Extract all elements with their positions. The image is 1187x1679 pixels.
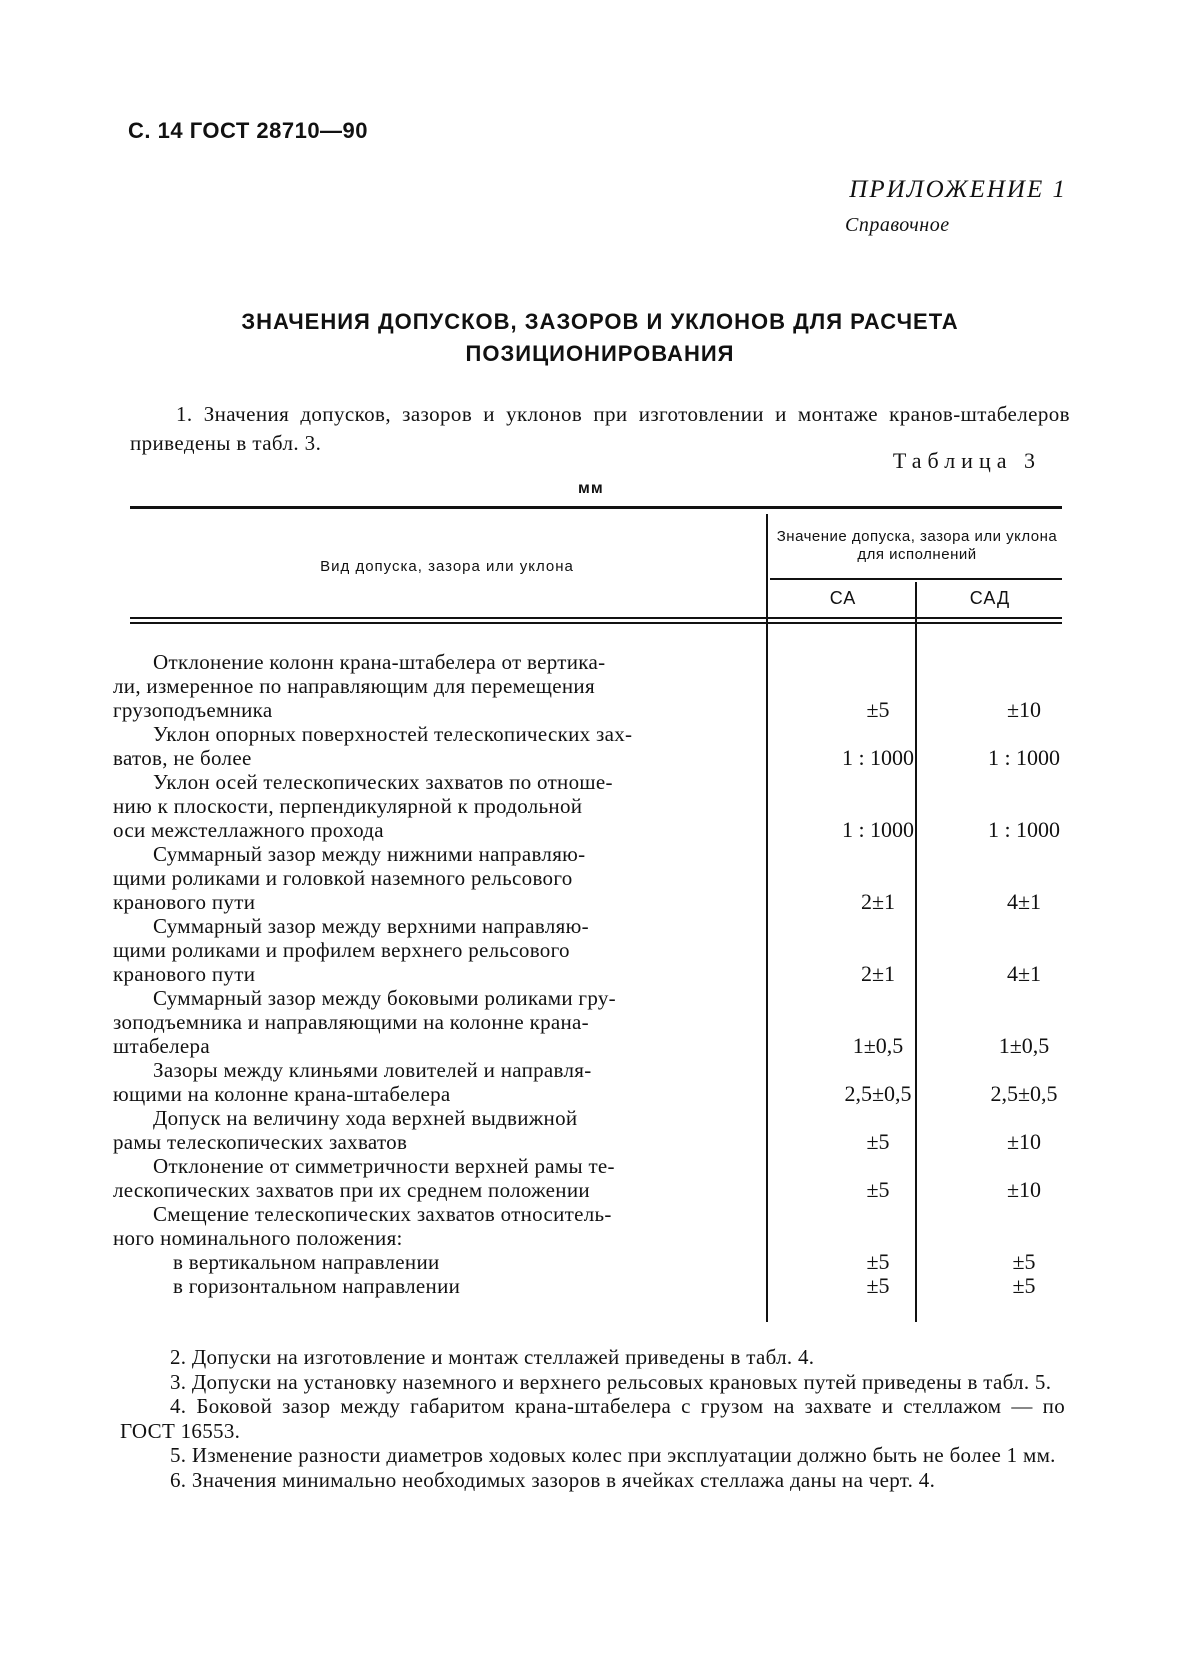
row-description-line: ющими на колонне крана-штабелера <box>113 1082 451 1106</box>
note-paragraph: 5. Изменение разности диаметров ходовых колес при эксплуатации должно быть не более 1 мм. <box>170 1443 1056 1467</box>
column-header-cad: САД <box>969 588 1011 608</box>
row-description-line: кранового пути <box>113 890 256 914</box>
column-header-value: Значение допуска, зазора или уклона для исполнений <box>776 528 1058 563</box>
page-header: С. 14 ГОСТ 28710—90 <box>128 118 369 143</box>
value-ca: 1 : 1000 <box>841 817 915 842</box>
column-header-ca: СА <box>829 588 857 608</box>
value-ca: ±5 <box>866 1129 890 1154</box>
value-ca: 1±0,5 <box>852 1033 904 1058</box>
table-row <box>113 722 1063 770</box>
row-description-line: штабелера <box>113 1034 210 1058</box>
table-row <box>113 1202 1063 1250</box>
intro-paragraph: 1. Значения допусков, зазоров и уклонов при изготовлении и монтаже кранов-штабелеров приведены в табл. 3. <box>130 402 1070 455</box>
row-description <box>113 1274 735 1298</box>
row-description <box>113 986 735 1058</box>
row-description <box>113 1154 735 1202</box>
row-description-line: оси межстеллажного прохода <box>113 818 384 842</box>
value-ca: 2±1 <box>860 889 896 914</box>
table-row <box>113 1250 1063 1274</box>
row-description-line: Допуск на величину хода верхней выдвижной <box>153 1106 578 1130</box>
row-description <box>113 650 735 722</box>
value-ca: ±5 <box>866 1249 890 1274</box>
note-paragraph: 6. Значения минимально необходимых зазоров в ячейках стеллажа даны на черт. 4. <box>170 1467 936 1492</box>
value-ca: 1 : 1000 <box>841 745 915 770</box>
row-description <box>113 1106 735 1154</box>
row-description-line: лескопических захватов при их среднем положении <box>113 1178 590 1202</box>
row-description-line: в вертикальном направлении <box>173 1250 440 1274</box>
table-row <box>113 1058 1063 1106</box>
row-description <box>113 770 735 842</box>
row-description-line: щими роликами и головкой наземного рельсового <box>113 866 573 890</box>
row-description-line: Зазоры между клиньями ловителей и направля- <box>153 1058 592 1082</box>
table-row <box>113 1154 1063 1202</box>
value-cad: ±10 <box>1006 1177 1042 1202</box>
row-description-line: ватов, не более <box>113 746 252 770</box>
row-description <box>113 1058 735 1106</box>
row-description-line: щими роликами и профилем верхнего рельсового <box>113 938 570 962</box>
row-description-line: Суммарный зазор между нижними направляю- <box>153 842 586 866</box>
value-cad: 4±1 <box>1006 961 1042 986</box>
row-description-line: Уклон опорных поверхностей телескопических зах- <box>153 722 633 746</box>
value-cad: 1±0,5 <box>998 1033 1050 1058</box>
row-description-line: Смещение телескопических захватов относитель- <box>153 1202 612 1226</box>
header-bottom-rule-2 <box>130 622 1062 624</box>
table-body <box>113 650 1063 1298</box>
table-row <box>113 986 1063 1058</box>
row-description-line: Отклонение колонн крана-штабелера от вертика- <box>153 650 606 674</box>
header-mid-rule <box>770 578 1062 580</box>
value-ca: 2,5±0,5 <box>844 1081 912 1106</box>
title-line-2: ПОЗИЦИОНИРОВАНИЯ <box>465 341 735 366</box>
row-description-line: нию к плоскости, перпендикулярной к продольной <box>113 794 583 818</box>
value-cad: ±10 <box>1006 1129 1042 1154</box>
table-row <box>113 914 1063 986</box>
row-description-line: Отклонение от симметричности верхней рамы те- <box>153 1154 615 1178</box>
page-title <box>140 306 1060 370</box>
table-label: Таблица 3 <box>892 448 1041 473</box>
row-description-line: кранового пути <box>113 962 256 986</box>
appendix-type: Справочное <box>845 214 950 236</box>
column-header-kind: Вид допуска, зазора или уклона <box>320 558 574 575</box>
value-cad: 4±1 <box>1006 889 1042 914</box>
table-row <box>113 770 1063 842</box>
row-description-line: грузоподъемника <box>113 698 273 722</box>
row-description-line: зоподъемника и направляющими на колонне крана- <box>113 1010 589 1034</box>
value-ca: 2±1 <box>860 961 896 986</box>
note-paragraph: 2. Допуски на изготовление и монтаж стеллажей приведены в табл. 4. <box>170 1345 815 1369</box>
value-ca: ±5 <box>866 697 890 722</box>
value-ca: ±5 <box>866 1177 890 1202</box>
value-ca: ±5 <box>866 1273 890 1298</box>
table-row <box>113 842 1063 914</box>
notes-section <box>120 1345 1065 1492</box>
row-description-line: Суммарный зазор между боковыми роликами гру- <box>153 986 616 1010</box>
appendix-label: ПРИЛОЖЕНИЕ 1 <box>849 176 1067 203</box>
table-row <box>113 1274 1063 1298</box>
header-bottom-rule <box>130 617 1062 619</box>
row-description-line: ли, измеренное по направляющим для перемещения <box>113 674 595 698</box>
table-row <box>113 1106 1063 1154</box>
row-description <box>113 914 735 986</box>
note-paragraph: 3. Допуски на установку наземного и верхнего рельсовых крановых путей приведены в табл. 5. <box>170 1369 1052 1394</box>
note-paragraph: 4. Боковой зазор между габаритом крана-штабелера с грузом на захвате и стеллажом — по ГОСТ 16553. <box>120 1394 1065 1443</box>
value-cad: 1 : 1000 <box>987 745 1061 770</box>
value-cad: ±10 <box>1006 697 1042 722</box>
row-description-line: в горизонтальном направлении <box>173 1274 461 1298</box>
title-line-1: ЗНАЧЕНИЯ ДОПУСКОВ, ЗАЗОРОВ И УКЛОНОВ ДЛЯ РАСЧЕТА <box>241 309 959 334</box>
row-description <box>113 1202 735 1250</box>
table-unit: мм <box>578 480 604 497</box>
row-description-line: рамы телескопических захватов <box>113 1130 408 1154</box>
row-description-line: Суммарный зазор между верхними направляю- <box>153 914 589 938</box>
value-cad: ±5 <box>1012 1273 1036 1298</box>
value-cad: 2,5±0,5 <box>990 1081 1058 1106</box>
row-description-line: ного номинального положения: <box>113 1226 403 1250</box>
row-description <box>113 1250 735 1274</box>
row-description-line: Уклон осей телескопических захватов по отноше- <box>153 770 613 794</box>
row-description <box>113 842 735 914</box>
row-description <box>113 722 735 770</box>
value-cad: ±5 <box>1012 1249 1036 1274</box>
table-row <box>113 650 1063 722</box>
table-top-rule <box>130 506 1062 509</box>
value-cad: 1 : 1000 <box>987 817 1061 842</box>
